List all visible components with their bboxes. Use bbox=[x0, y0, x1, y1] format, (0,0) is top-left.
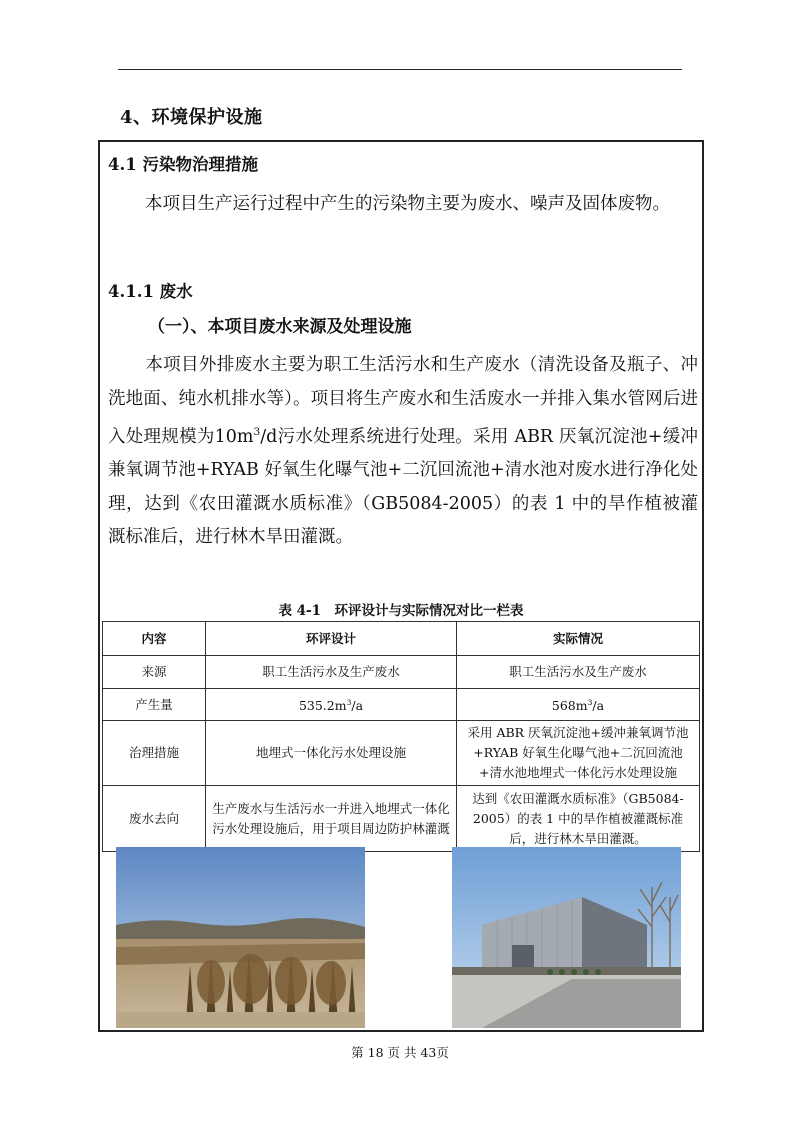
row-item: 产生量 bbox=[103, 689, 206, 721]
row-design: 生产废水与生活污水一并进入地埋式一体化污水处理设施后，用于项目周边防护林灌溉 bbox=[206, 786, 457, 852]
row-actual: 职工生活污水及生产废水 bbox=[457, 656, 700, 689]
heading-4-1-1: 4.1.1 废水 bbox=[108, 282, 193, 301]
row-design: 地埋式一体化污水处理设施 bbox=[206, 721, 457, 786]
table-caption: 表 4-1 环评设计与实际情况对比一栏表 bbox=[278, 603, 524, 619]
page-number: 第 18 页 共 43页 bbox=[351, 1045, 449, 1060]
section-title: 4、环境保护设施 bbox=[120, 107, 263, 128]
table-row bbox=[103, 656, 700, 689]
actual-volume-sup: 3 bbox=[587, 697, 593, 707]
photo-facility-building bbox=[452, 847, 681, 1028]
intro-text: 本项目生产运行过程中产生的污染物主要为废水、噪声及固体废物。 bbox=[145, 194, 670, 214]
header-rule bbox=[118, 69, 682, 70]
table-row bbox=[103, 786, 700, 852]
header-design: 环评设计 bbox=[206, 622, 457, 656]
content-frame bbox=[98, 140, 704, 1032]
row-actual: 达到《农田灌溉水质标准》（GB5084-2005）的表 1 中的旱作植被灌溉标准后，进行林木旱田灌溉。 bbox=[457, 786, 700, 852]
photo-irrigated-land bbox=[116, 847, 365, 1028]
header-actual: 实际情况 bbox=[457, 622, 700, 656]
wastewater-text-2: 污水处理系统进行处理。采用 ABR 厌氧沉淀池+缓冲兼氧调节池+RYAB 好氧生化曝气池+二沉回流池+清水池对废水进行净化处理，达到《农田灌溉水质标准》（GB5084-2005）的表 1 中的旱作植被灌溉标准后，进行林木旱田灌溉。 bbox=[108, 426, 699, 548]
capacity-sup: 3 bbox=[253, 426, 261, 438]
row-item: 治理措施 bbox=[103, 721, 206, 786]
row-design bbox=[206, 689, 457, 721]
design-volume-sup: 3 bbox=[346, 697, 352, 707]
actual-volume: 568m bbox=[551, 698, 588, 714]
wastewater-text-1: 本项目外排废水主要为职工生活污水和生产废水（清洗设备及瓶子、冲洗地面、纯水机排水等）。项目将生产废水和生活废水一并排入集水管网后进入处理规模为 bbox=[108, 355, 698, 447]
header-item: 内容 bbox=[103, 622, 206, 656]
table-header-row bbox=[103, 622, 700, 656]
row-item: 来源 bbox=[103, 656, 206, 689]
heading-4-1: 4.1 污染物治理措施 bbox=[108, 155, 258, 174]
intro-paragraph bbox=[108, 188, 698, 222]
subheading-wastewater-source: （一）、本项目废水来源及处理设施 bbox=[148, 317, 412, 337]
capacity-value: 10m bbox=[214, 426, 254, 447]
comparison-table bbox=[102, 621, 700, 852]
row-design: 职工生活污水及生产废水 bbox=[206, 656, 457, 689]
table-row bbox=[103, 689, 700, 721]
capacity-unit: /d bbox=[260, 426, 278, 447]
design-volume: 535.2m bbox=[298, 698, 347, 714]
wastewater-paragraph bbox=[108, 349, 698, 555]
design-volume-unit: /a bbox=[351, 698, 364, 714]
row-actual: 采用 ABR 厌氧沉淀池+缓冲兼氧调节池+RYAB 好氧生化曝气池+二沉回流池+清水池地埋式一体化污水处理设施 bbox=[457, 721, 700, 786]
row-actual bbox=[457, 689, 700, 721]
row-item: 废水去向 bbox=[103, 786, 206, 852]
table-row bbox=[103, 721, 700, 786]
actual-volume-unit: /a bbox=[592, 698, 605, 714]
